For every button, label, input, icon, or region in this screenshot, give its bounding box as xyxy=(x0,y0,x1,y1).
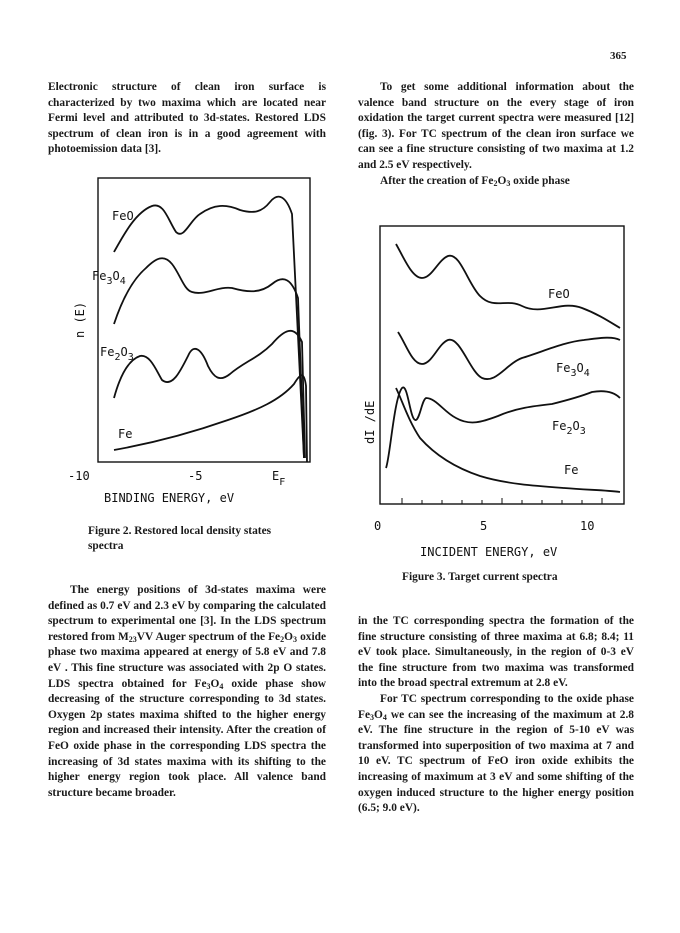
fig3-tick-1: 0 xyxy=(374,519,382,533)
fig2-label-fe: Fe xyxy=(118,427,133,441)
fig2-label-fe2o3: $Fe_2O_3$ xyxy=(100,345,134,363)
fig2-xlabel: BINDING ENERGY, eV xyxy=(104,491,235,505)
fig2-label-fe3o4: $Fe_3O_4$ xyxy=(92,269,126,287)
fig3-tick-3: 10 xyxy=(580,519,595,533)
fig3-label-fe2o3: $Fe_2O_3$ xyxy=(552,419,586,437)
figure-3-plot xyxy=(356,222,632,562)
fig2-tick-1: -10 xyxy=(68,469,90,483)
figure-2-caption-text: Figure 2. Restored local density states spectra xyxy=(88,525,272,552)
figure-3-caption xyxy=(402,570,642,585)
fig2-curve-fe3o4 xyxy=(114,258,304,458)
fig2-curve-fe2o3 xyxy=(114,331,305,458)
page-number: 365 xyxy=(610,50,627,62)
fig3-label-fe: Fe xyxy=(564,463,579,477)
figure-2-plot xyxy=(68,174,328,514)
right-paragraph-3 xyxy=(358,614,634,817)
right-paragraph-2-text: After the creation of $Fe_2O_3$ oxide phase xyxy=(380,174,570,188)
figure-2 xyxy=(68,174,328,514)
fig3-curve-fe xyxy=(396,388,620,492)
right-paragraph-4-text: For TC spectrum corresponding to the oxide phase $Fe_3O_4$ we can see the increasing of the maximum at 2.8 eV. The fine structure in the region of 5-10 eV was transformed into superposition of two maxima at 7 and 10 eV. TC spectrum of FeO iron oxide exhibits the increasing of maximum at 3 eV and some shifting of the oxygen induced structure to the higher energy position (6.5; 9.0 eV). xyxy=(358,692,634,815)
fig2-label-feo: FeO xyxy=(112,209,134,223)
fig2-tick-2: -5 xyxy=(188,469,203,483)
left-paragraph-2-text: The energy positions of 3d-states maxima were defined as 0.7 eV and 2.3 eV by comparing the calculated spectrum to experimental one [3]. In the LDS spectrum restored from $M_{23}VV$ Auger spectrum of the $Fe_2O_3$ oxide phase two maxima appeared at energy of 5.8 eV and 7.8 eV . This fine structure was associated with 2p O states. LDS spectra obtained for $Fe_3O_4$ oxide phase show decreasing of the structure corresponding to 3d states. Oxygen 2p states maxima shifted to the higher energy region and increased their intensity. After the creation of FeO oxide phase in the corresponding LDS spectra the increasing of 3d states maxima with its shifting to the higher energy region took place. All valence band structure became broader. xyxy=(48,584,327,799)
fig2-ylabel: n (E) xyxy=(73,301,87,338)
fig3-label-feo: FeO xyxy=(548,287,570,301)
fig3-label-fe3o4: $Fe_3O_4$ xyxy=(556,361,590,379)
right-paragraph-1-text: To get some additional information about the valence band structure on the every stage of iron oxidation the target current spectra were measured [12] (fig. 3). For TC spectrum of the clean iron surface we can see a fine structure consisting of two maxima at 1.2 and 2.5 eV respectively. xyxy=(358,81,634,171)
right-paragraph-1 xyxy=(358,80,634,189)
figure-2-caption xyxy=(88,524,298,554)
fig3-curve-feo xyxy=(396,244,620,328)
fig2-tick-3: $E_F$ xyxy=(272,469,286,488)
fig3-xlabel: INCIDENT ENERGY, eV xyxy=(420,545,558,559)
fig2-curve-fe xyxy=(114,375,307,462)
left-paragraph-2 xyxy=(48,583,326,801)
left-paragraph-1-text: Electronic structure of clean iron surface is characterized by two maxima which are located near Fermi level and attributed to 3d-states. Restored LDS spectrum of clean iron is in a good agreement with photoemission data [3]. xyxy=(48,81,326,156)
figure-3 xyxy=(356,222,632,562)
fig3-ylabel: dI /dE xyxy=(363,400,377,444)
right-paragraph-3-text: in the TC corresponding spectra the formation of the fine structure consisting of three maxima at 6.8; 8.4; 11 eV took place. Simultaneously, in the region of 0-3 eV the fine structure from two maxima was transformed into the broad spectral extremum at 2.8 eV. xyxy=(358,615,634,690)
figure-3-caption-text: Figure 3. Target current spectra xyxy=(402,571,558,583)
left-paragraph-1 xyxy=(48,80,326,158)
fig3-tick-2: 5 xyxy=(480,519,488,533)
fig2-curve-feo xyxy=(114,197,304,458)
